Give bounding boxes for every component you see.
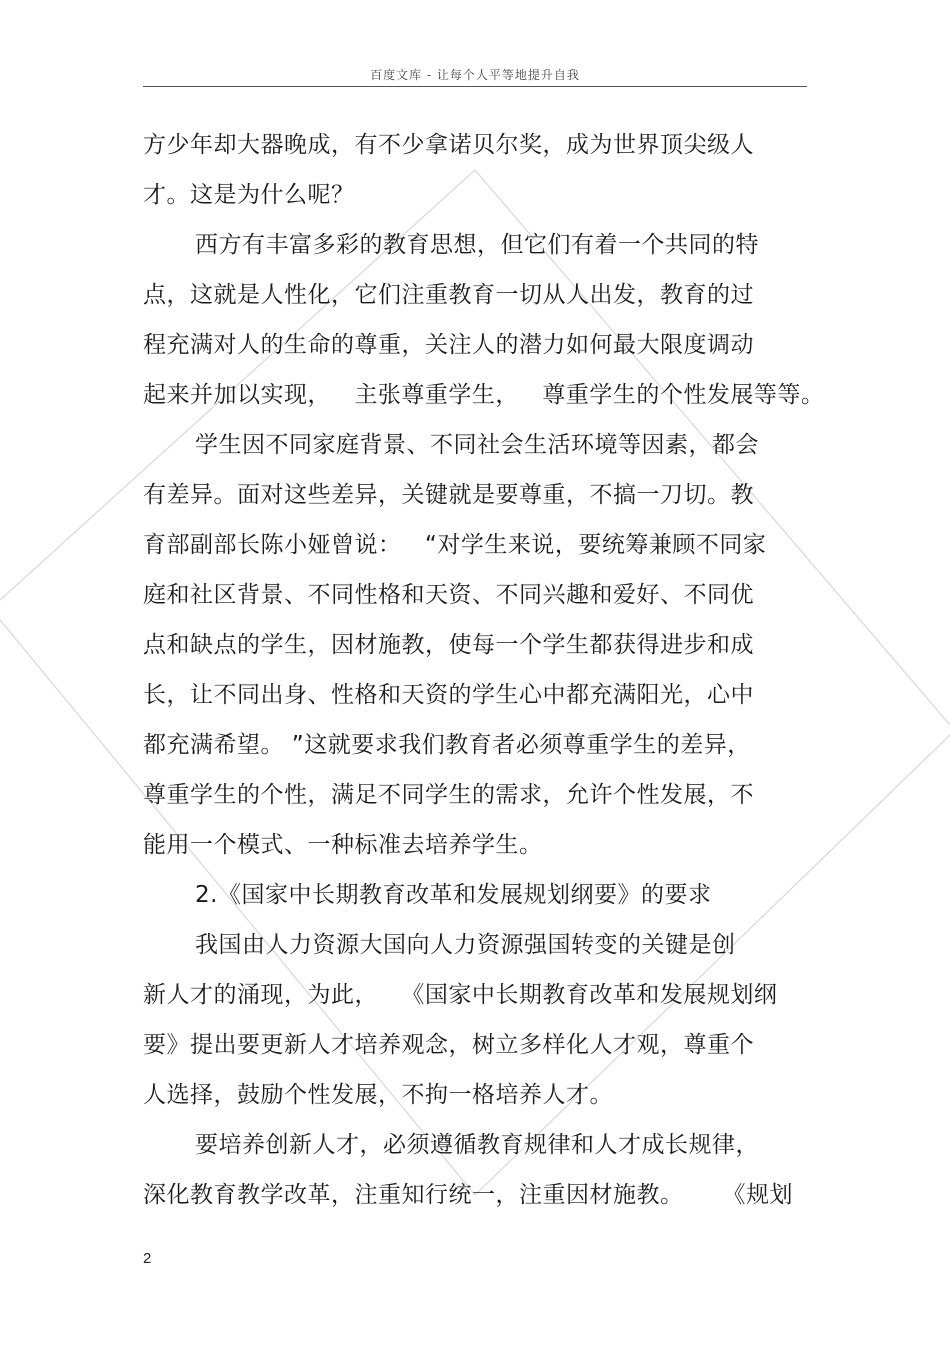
text-line: 要》提出要更新人才培养观念，树立多样化人才观，尊重个 [143, 1032, 754, 1058]
text-line: 程充满对人的生命的尊重，关注人的潜力如何最大限度调动 [143, 332, 754, 358]
text-line: 尊重学生的个性，满足不同学生的需求，允许个性发展，不 [143, 782, 754, 808]
text-line: 都充满希望。 ”这就要求我们教育者必须尊重学生的差异， [143, 732, 751, 758]
paragraph-start-line: 西方有丰富多彩的教育思想，但它们有着一个共同的特 [195, 232, 759, 258]
text-line: 有差异。面对这些差异，关键就是要尊重，不搞一刀切。教 [143, 482, 754, 508]
text-line: 育部副部长陈小娅曾说： “对学生来说，要统筹兼顾不同家 [143, 532, 767, 558]
text-line: 能用一个模式、一种标准去培养学生。 [143, 832, 543, 858]
paragraph-start-line: 学生因不同家庭背景、不同社会生活环境等因素，都会 [195, 432, 759, 458]
text-line: 点，这就是人性化，它们注重教育一切从人出发，教育的过 [143, 282, 754, 308]
text-line: 长，让不同出身、性格和天资的学生心中都充满阳光，心中 [143, 682, 754, 708]
text-line: 起来并加以实现， 主张尊重学生， 尊重学生的个性发展等等。 [143, 382, 825, 408]
text-line: 庭和社区背景、不同性格和天资、不同兴趣和爱好、不同优 [143, 582, 754, 608]
document-body [143, 120, 825, 1220]
text-line: 新人才的涌现，为此， 《国家中长期教育改革和发展规划纲 [143, 982, 778, 1008]
text-line: 深化教育教学改革，注重知行统一，注重因材施教。 《规划 [143, 1182, 794, 1208]
text-line: 才。这是为什么呢？ [143, 182, 355, 208]
section-heading: 2.《国家中长期教育改革和发展规划纲要》的要求 [195, 882, 712, 908]
text-line: 点和缺点的学生，因材施教，使每一个学生都获得进步和成 [143, 632, 754, 658]
page-number: 2 [143, 1250, 152, 1267]
text-line: 人选择，鼓励个性发展，不拘一格培养人才。 [143, 1082, 613, 1108]
text-line: 方少年却大器晚成，有不少拿诺贝尔奖，成为世界顶尖级人 [143, 132, 754, 158]
page-header: 百度文库 - 让每个人平等地提升自我 [370, 68, 580, 82]
paragraph-start-line: 我国由人力资源大国向人力资源强国转变的关键是创 [195, 932, 736, 958]
paragraph-start-line: 要培养创新人才，必须遵循教育规律和人才成长规律， [195, 1132, 759, 1158]
